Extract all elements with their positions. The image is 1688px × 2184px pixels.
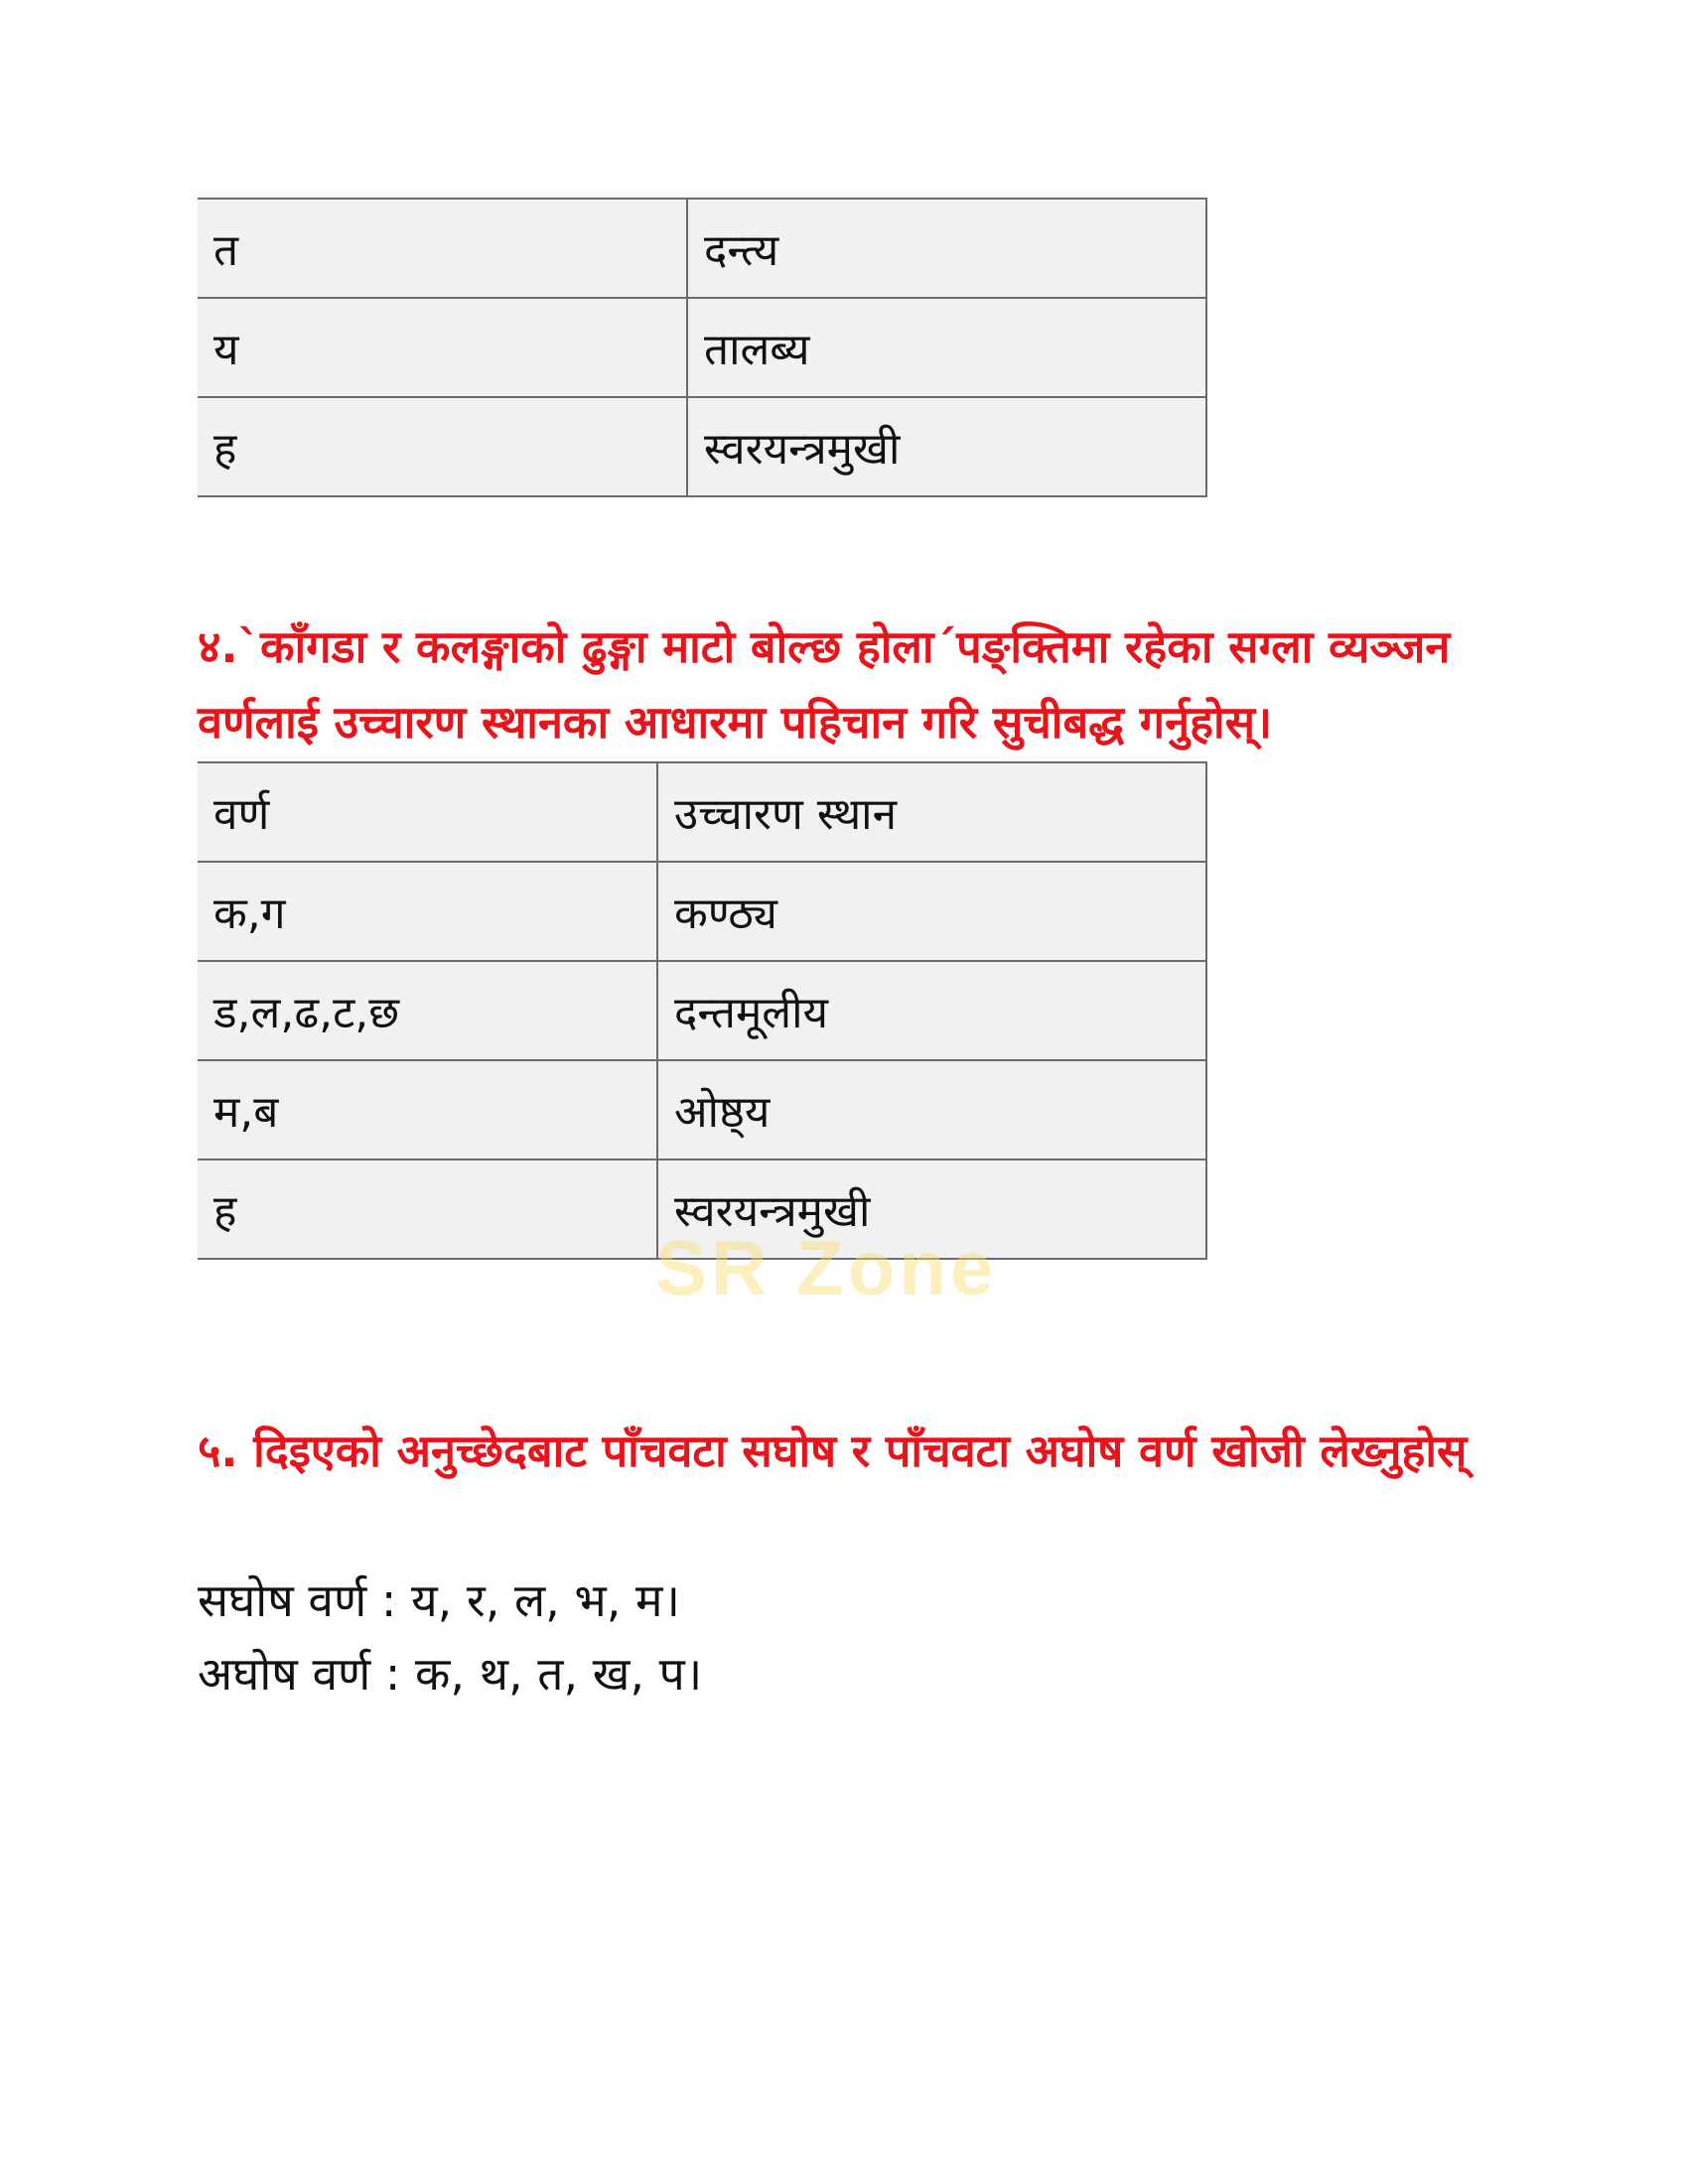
table-row	[198, 1060, 1206, 1160]
table-row	[198, 199, 1206, 298]
table-cell-letter: ड,ल,ढ,ट,छ	[198, 961, 657, 1060]
table-cell-letter: त	[198, 199, 687, 298]
question-4-heading: ४.`काँगडा र कलङ्गाको ढुङ्गा माटो बोल्छ होला´पङ्क्तिमा रहेका सग्ला व्यञ्जन वर्णलाई उच्चारण स्थानका आधारमा पहिचान गरि सुचीबद्ध गर्नुहोस्।	[198, 620, 1451, 749]
table-row	[198, 298, 1206, 397]
table-cell-letter: ह	[198, 397, 687, 496]
table-cell-letter: ह	[198, 1160, 657, 1259]
answer-voiced-letters: सघोष वर्ण : य, र, ल, भ, म।	[198, 1573, 680, 1627]
table-cell-place: दन्त्य	[687, 199, 1206, 298]
pronunciation-place-table	[198, 761, 1207, 1260]
table-cell-letter: य	[198, 298, 687, 397]
table-cell-place: कण्ठ्य	[657, 862, 1206, 961]
table-header-place: उच्चारण स्थान	[657, 762, 1206, 862]
table-cell-letter: म,ब	[198, 1060, 657, 1160]
table-row	[198, 862, 1206, 961]
watermark: SR Zone	[655, 1224, 998, 1311]
table-cell-letter: क,ग	[198, 862, 657, 961]
table-cell-place: तालब्य	[687, 298, 1206, 397]
table-cell-place: स्वरयन्त्रमुखी	[687, 397, 1206, 496]
question-5-heading: ५. दिइएको अनुच्छेदबाट पाँचवटा सघोष र पाँचवटा अघोष वर्ण खोजी लेख्नुहोस्	[198, 1425, 1468, 1477]
table-row	[198, 397, 1206, 496]
table-header-row	[198, 762, 1206, 862]
consonant-table-1	[198, 198, 1207, 497]
table-cell-place: ओष्ठ्य	[657, 1060, 1206, 1160]
table-header-letter: वर्ण	[198, 762, 657, 862]
table-row	[198, 961, 1206, 1060]
table-cell-place: दन्तमूलीय	[657, 961, 1206, 1060]
table-cell-place: स्वरयन्त्रमुखी	[657, 1160, 1206, 1259]
answer-voiceless-letters: अघोष वर्ण : क, थ, त, ख, प।	[198, 1647, 703, 1701]
